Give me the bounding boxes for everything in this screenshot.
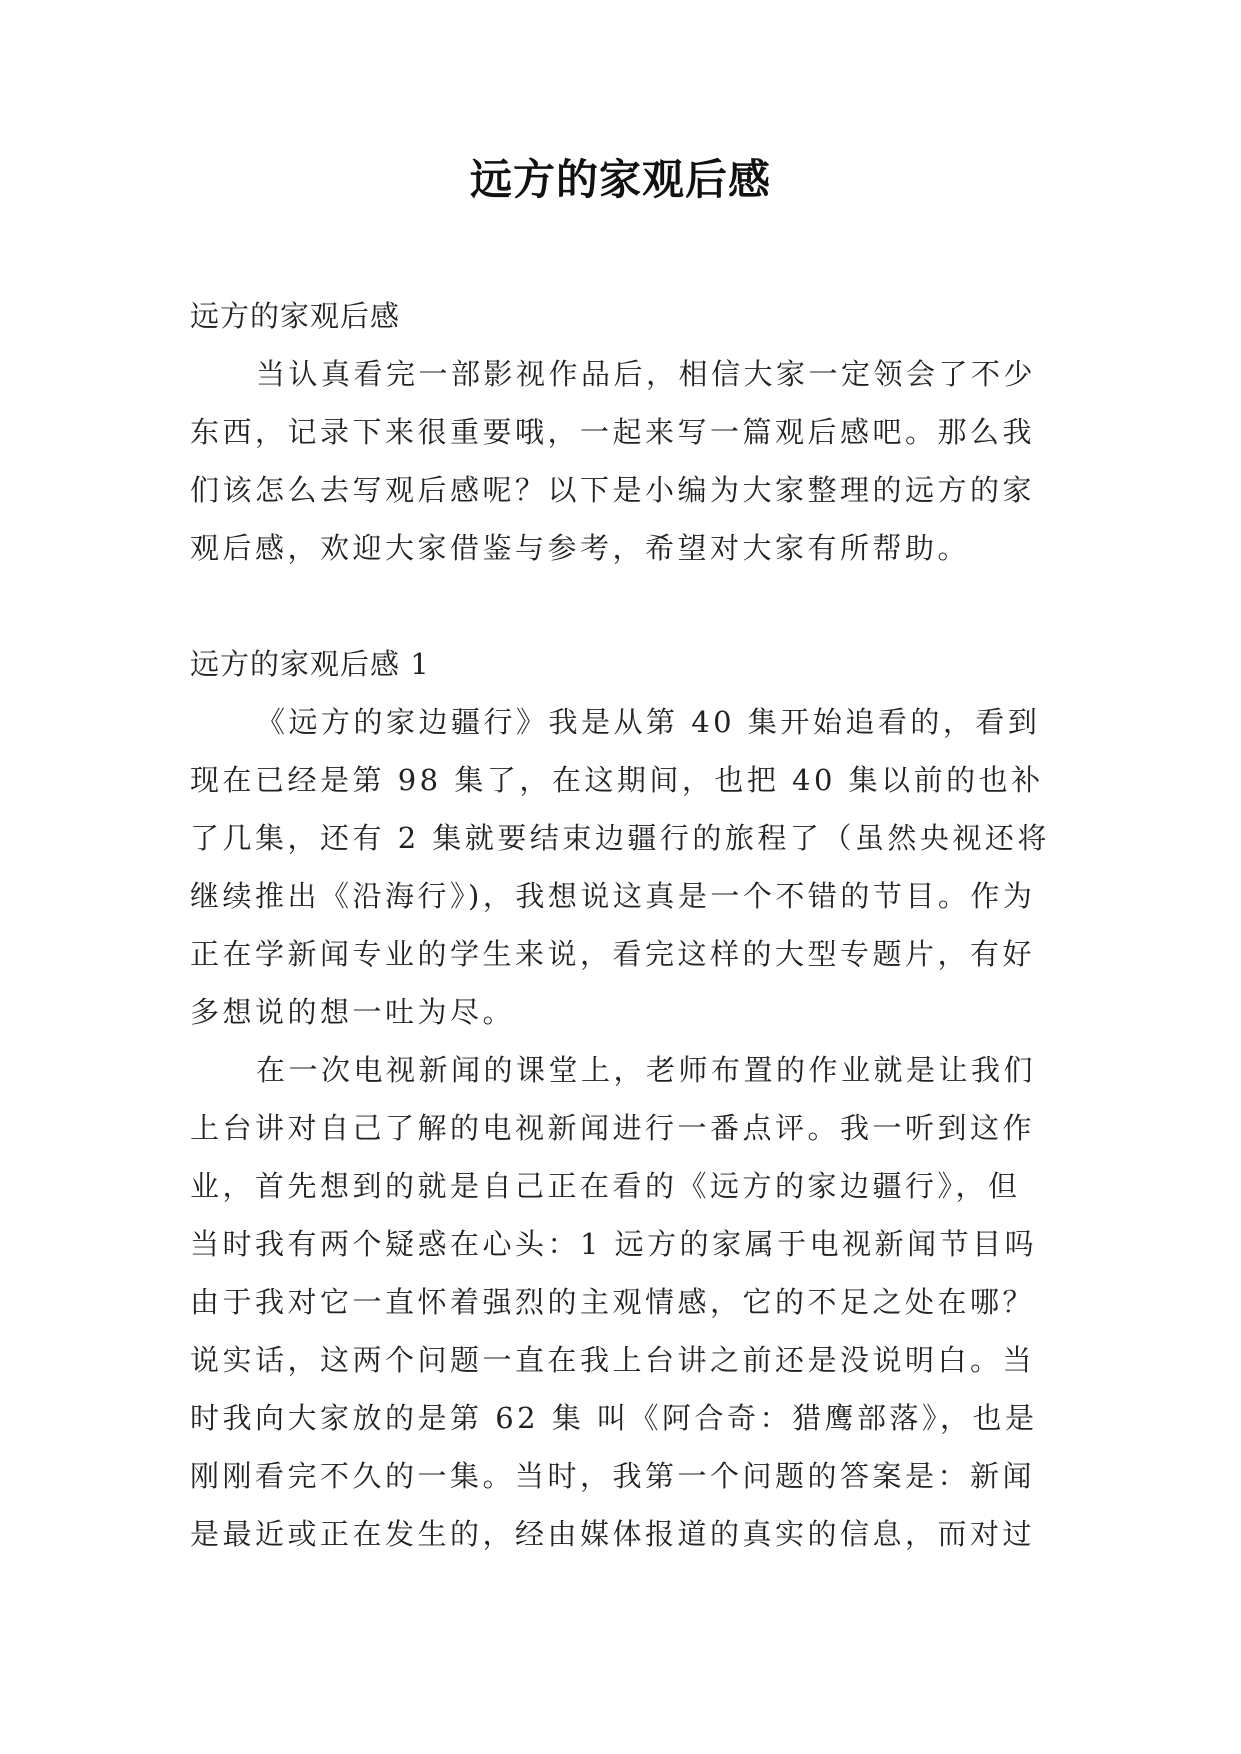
essay-heading: 远方的家观后感 1 [190,647,430,681]
paragraph-spacer [190,577,1050,635]
essay-paragraph: 《远方的家边疆行》我是从第 40 集开始追看的，看到现在已经是第 98 集了，在这期间，也把 40 集以前的也补了几集，还有 2 集就要结束边疆行的旅程了（虽然央视还将继续推出《沿海行》)，我想说这真是一个不错的节目。作为正在学新闻专业的学生来说，看完这样的大型专题片，有好多想说的想一吐为尽。 [190,705,1050,1029]
essay-paragraph: 在一次电视新闻的课堂上，老师布置的作业就是让我们上台讲对自己了解的电视新闻进行一番点评。我一听到这作业，首先想到的就是自己正在看的《远方的家边疆行》，但当时我有两个疑惑在心头：1 远方的家属于电视新闻节目吗由于我对它一直怀着强烈的主观情感，它的不足之处在哪？说实话，这两个问题一直在我上台讲之前还是没说明白。当时我向大家放的是第 62 集 叫《阿合奇：猎鹰部落》，也是刚刚看完不久的一集。当时，我第一个问题的答案是：新闻是最近或正在发生的，经由媒体报道的真实的信息，而对过 [190,1053,1038,1551]
document-title: 远方的家观后感 [469,155,771,204]
intro-paragraph: 当认真看完一部影视作品后，相信大家一定领会了不少东西，记录下来很重要哦，一起来写一篇观后感吧。那么我们该怎么去写观后感呢？以下是小编为大家整理的远方的家观后感，欢迎大家借鉴与参考，希望对大家有所帮助。 [190,357,1037,565]
document-body [190,287,1050,1563]
section-heading: 远方的家观后感 [190,299,401,333]
